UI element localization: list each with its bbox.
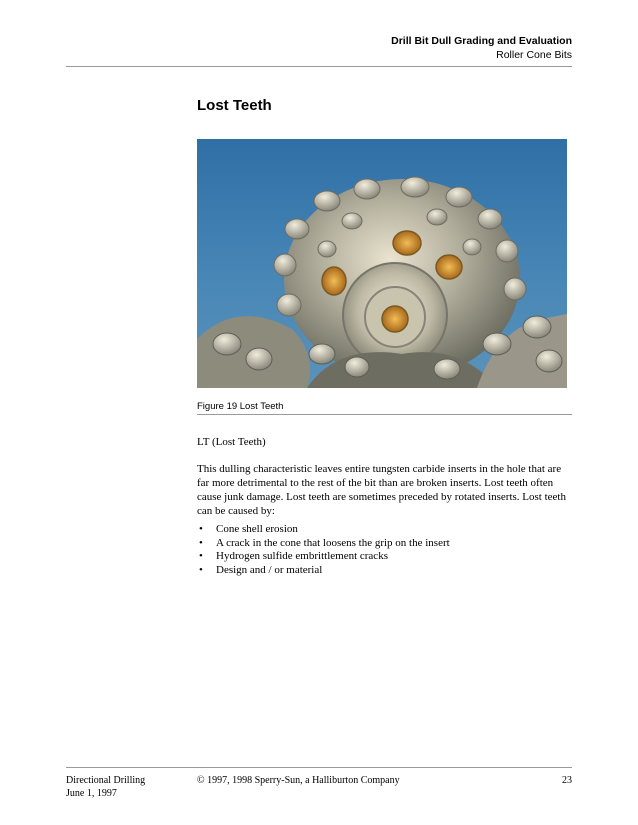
center-socket (382, 306, 408, 332)
footer-divider (66, 767, 572, 768)
bullet-icon: • (199, 536, 203, 549)
header-title: Drill Bit Dull Grading and Evaluation (391, 35, 572, 47)
footer-book-title: Directional Drilling (66, 775, 146, 786)
footer-date: June 1, 1997 (66, 788, 117, 799)
roller-cone-bit-image (197, 139, 567, 388)
page-number: 23 (562, 775, 572, 786)
lost-teeth-photo (197, 139, 567, 388)
lead-heading: LT (Lost Teeth) (197, 436, 266, 448)
list-item: • Design and / or material (199, 563, 323, 576)
section-title: Lost Teeth (197, 97, 272, 114)
bullet-icon: • (199, 563, 203, 576)
bullet-icon: • (199, 550, 203, 562)
bullet-icon: • (199, 523, 203, 535)
list-item: • Cone shell erosion (199, 523, 298, 535)
cause-list (197, 523, 450, 577)
footer-copyright: © 1997, 1998 Sperry-Sun, a Halliburton Company (197, 775, 400, 786)
header-subtitle: Roller Cone Bits (496, 49, 572, 61)
list-item: • A crack in the cone that loosens the grip on the insert (199, 536, 450, 549)
figure-caption: Figure 19 Lost Teeth (197, 401, 284, 412)
list-item: • Hydrogen sulfide embrittlement cracks (199, 550, 388, 562)
caption-divider (197, 414, 572, 415)
body-paragraph: This dulling characteristic leaves entire tungsten carbide inserts in the hole that are far more detrimental to the rest of the bit than are broken inserts. Lost teeth often cause junk damage. Lost teeth are sometimes preceded by rotated inserts. Lost teeth can be caused by: (197, 463, 566, 517)
header-divider (66, 66, 572, 67)
